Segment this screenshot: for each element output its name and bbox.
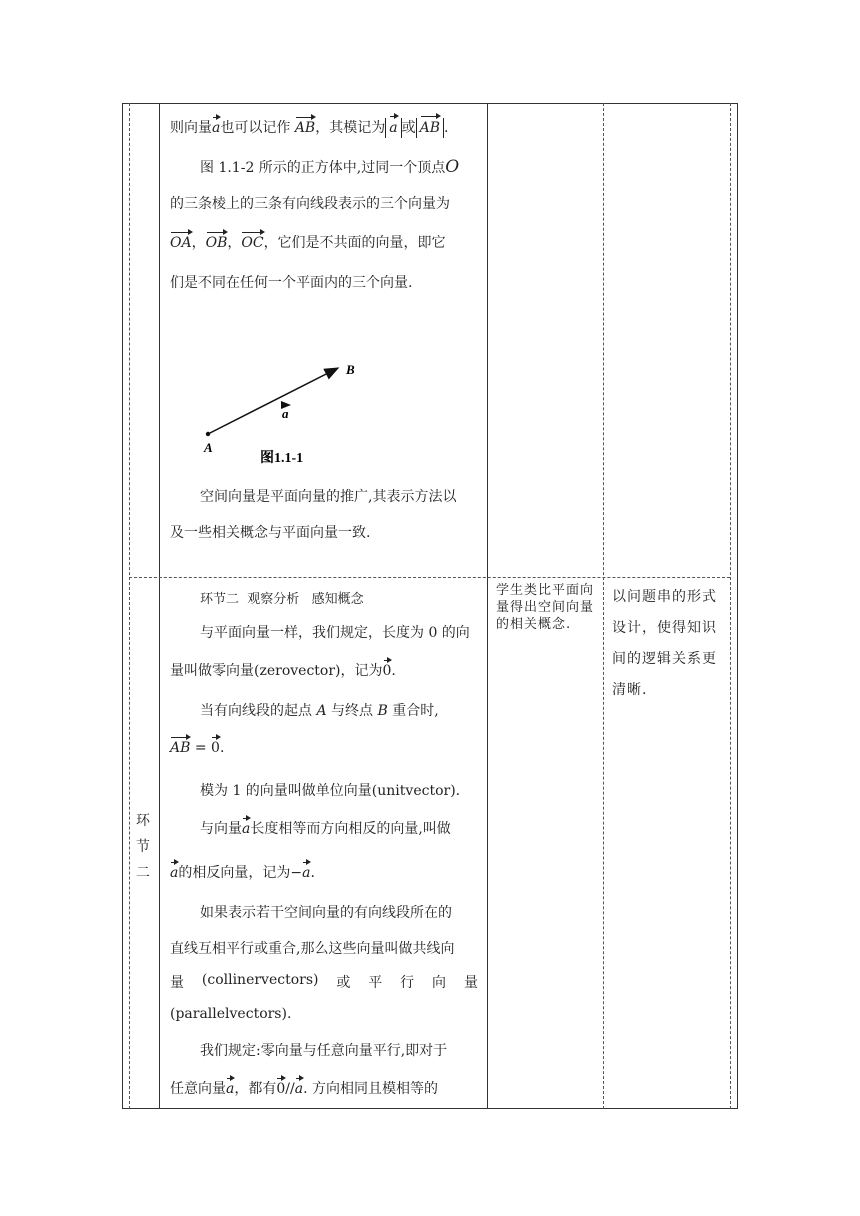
- row1-para2-line3: OA，OB，OC，它们是不共面的向量，即它: [170, 235, 446, 251]
- stage-label-char: 二: [136, 865, 150, 881]
- row-divider: [129, 577, 730, 578]
- table-divider: [603, 103, 604, 1109]
- design-intent-text: 以问题串的形式设计，使得知识间的逻辑关系更清晰.: [612, 589, 717, 698]
- row1-para2-line4: 们是不同在任何一个平面内的三个向量.: [170, 275, 413, 291]
- row2-p6-line2: 任意向量a，都有0//a. 方向相同且模相等的: [170, 1081, 438, 1097]
- stage-label-char: 节: [136, 839, 150, 855]
- vector-figure: [198, 360, 368, 470]
- row2-p5-line3: 量 (collinervectors) 或 平 行 向 量: [170, 972, 478, 991]
- vector-arrow: [208, 368, 338, 434]
- student-activity-text: 学生类比平面向量得出空间向量的相关概念.: [496, 583, 595, 632]
- row2-p5-line1: 如果表示若干空间向量的有向线段所在的: [200, 905, 452, 921]
- row2-p4-line1: 与向量a长度相等而方向相反的向量,叫做: [200, 821, 451, 837]
- point-a-dot: [206, 432, 210, 436]
- table-divider: [730, 103, 731, 1109]
- row2-p6-line1: 我们规定:零向量与任意向量平行,即对于: [200, 1043, 448, 1059]
- row1-para3-line1: 空间向量是平面向量的推广,其表示方法以: [200, 489, 457, 505]
- label-b: B: [346, 362, 355, 377]
- stage-label-char: 环: [136, 813, 150, 829]
- row2-p5-line4: (parallelvectors).: [170, 1006, 292, 1022]
- row1-para3-line2: 及一些相关概念与平面向量一致.: [170, 525, 371, 541]
- label-vec-a: a: [282, 406, 289, 421]
- table-divider: [159, 103, 160, 1109]
- row2-p4-line2: a的相反向量，记为−a.: [170, 865, 315, 881]
- row2-p1-line1: 与平面向量一样，我们规定，长度为 0 的向: [200, 625, 470, 641]
- figure-caption: 图1.1-1: [260, 451, 304, 466]
- stage-label: [132, 808, 154, 886]
- row2-p3: 模为 1 的向量叫做单位向量(unitvector).: [200, 783, 461, 799]
- row2-p2-line1: 当有向线段的起点 A 与终点 B 重合时,: [200, 703, 439, 719]
- section-heading: 环节二 观察分析 感知概念: [200, 592, 364, 607]
- row1-line1: 则向量a也可以记作 AB，其模记为 a 或 AB .: [170, 120, 449, 136]
- row1-para2-line1: 图 1.1-2 所示的正方体中,过同一个顶点O: [200, 157, 460, 177]
- row1-para2-line2: 的三条棱上的三条有向线段表示的三个向量为: [170, 196, 450, 212]
- row2-p2-line2: AB = 0.: [170, 740, 225, 756]
- table-divider: [129, 103, 130, 1109]
- label-a: A: [204, 440, 213, 455]
- row2-p5-line2: 直线互相平行或重合,那么这些向量叫做共线向: [170, 941, 455, 957]
- row2-p1-line2: 量叫做零向量(zerovector)，记为0.: [170, 663, 396, 679]
